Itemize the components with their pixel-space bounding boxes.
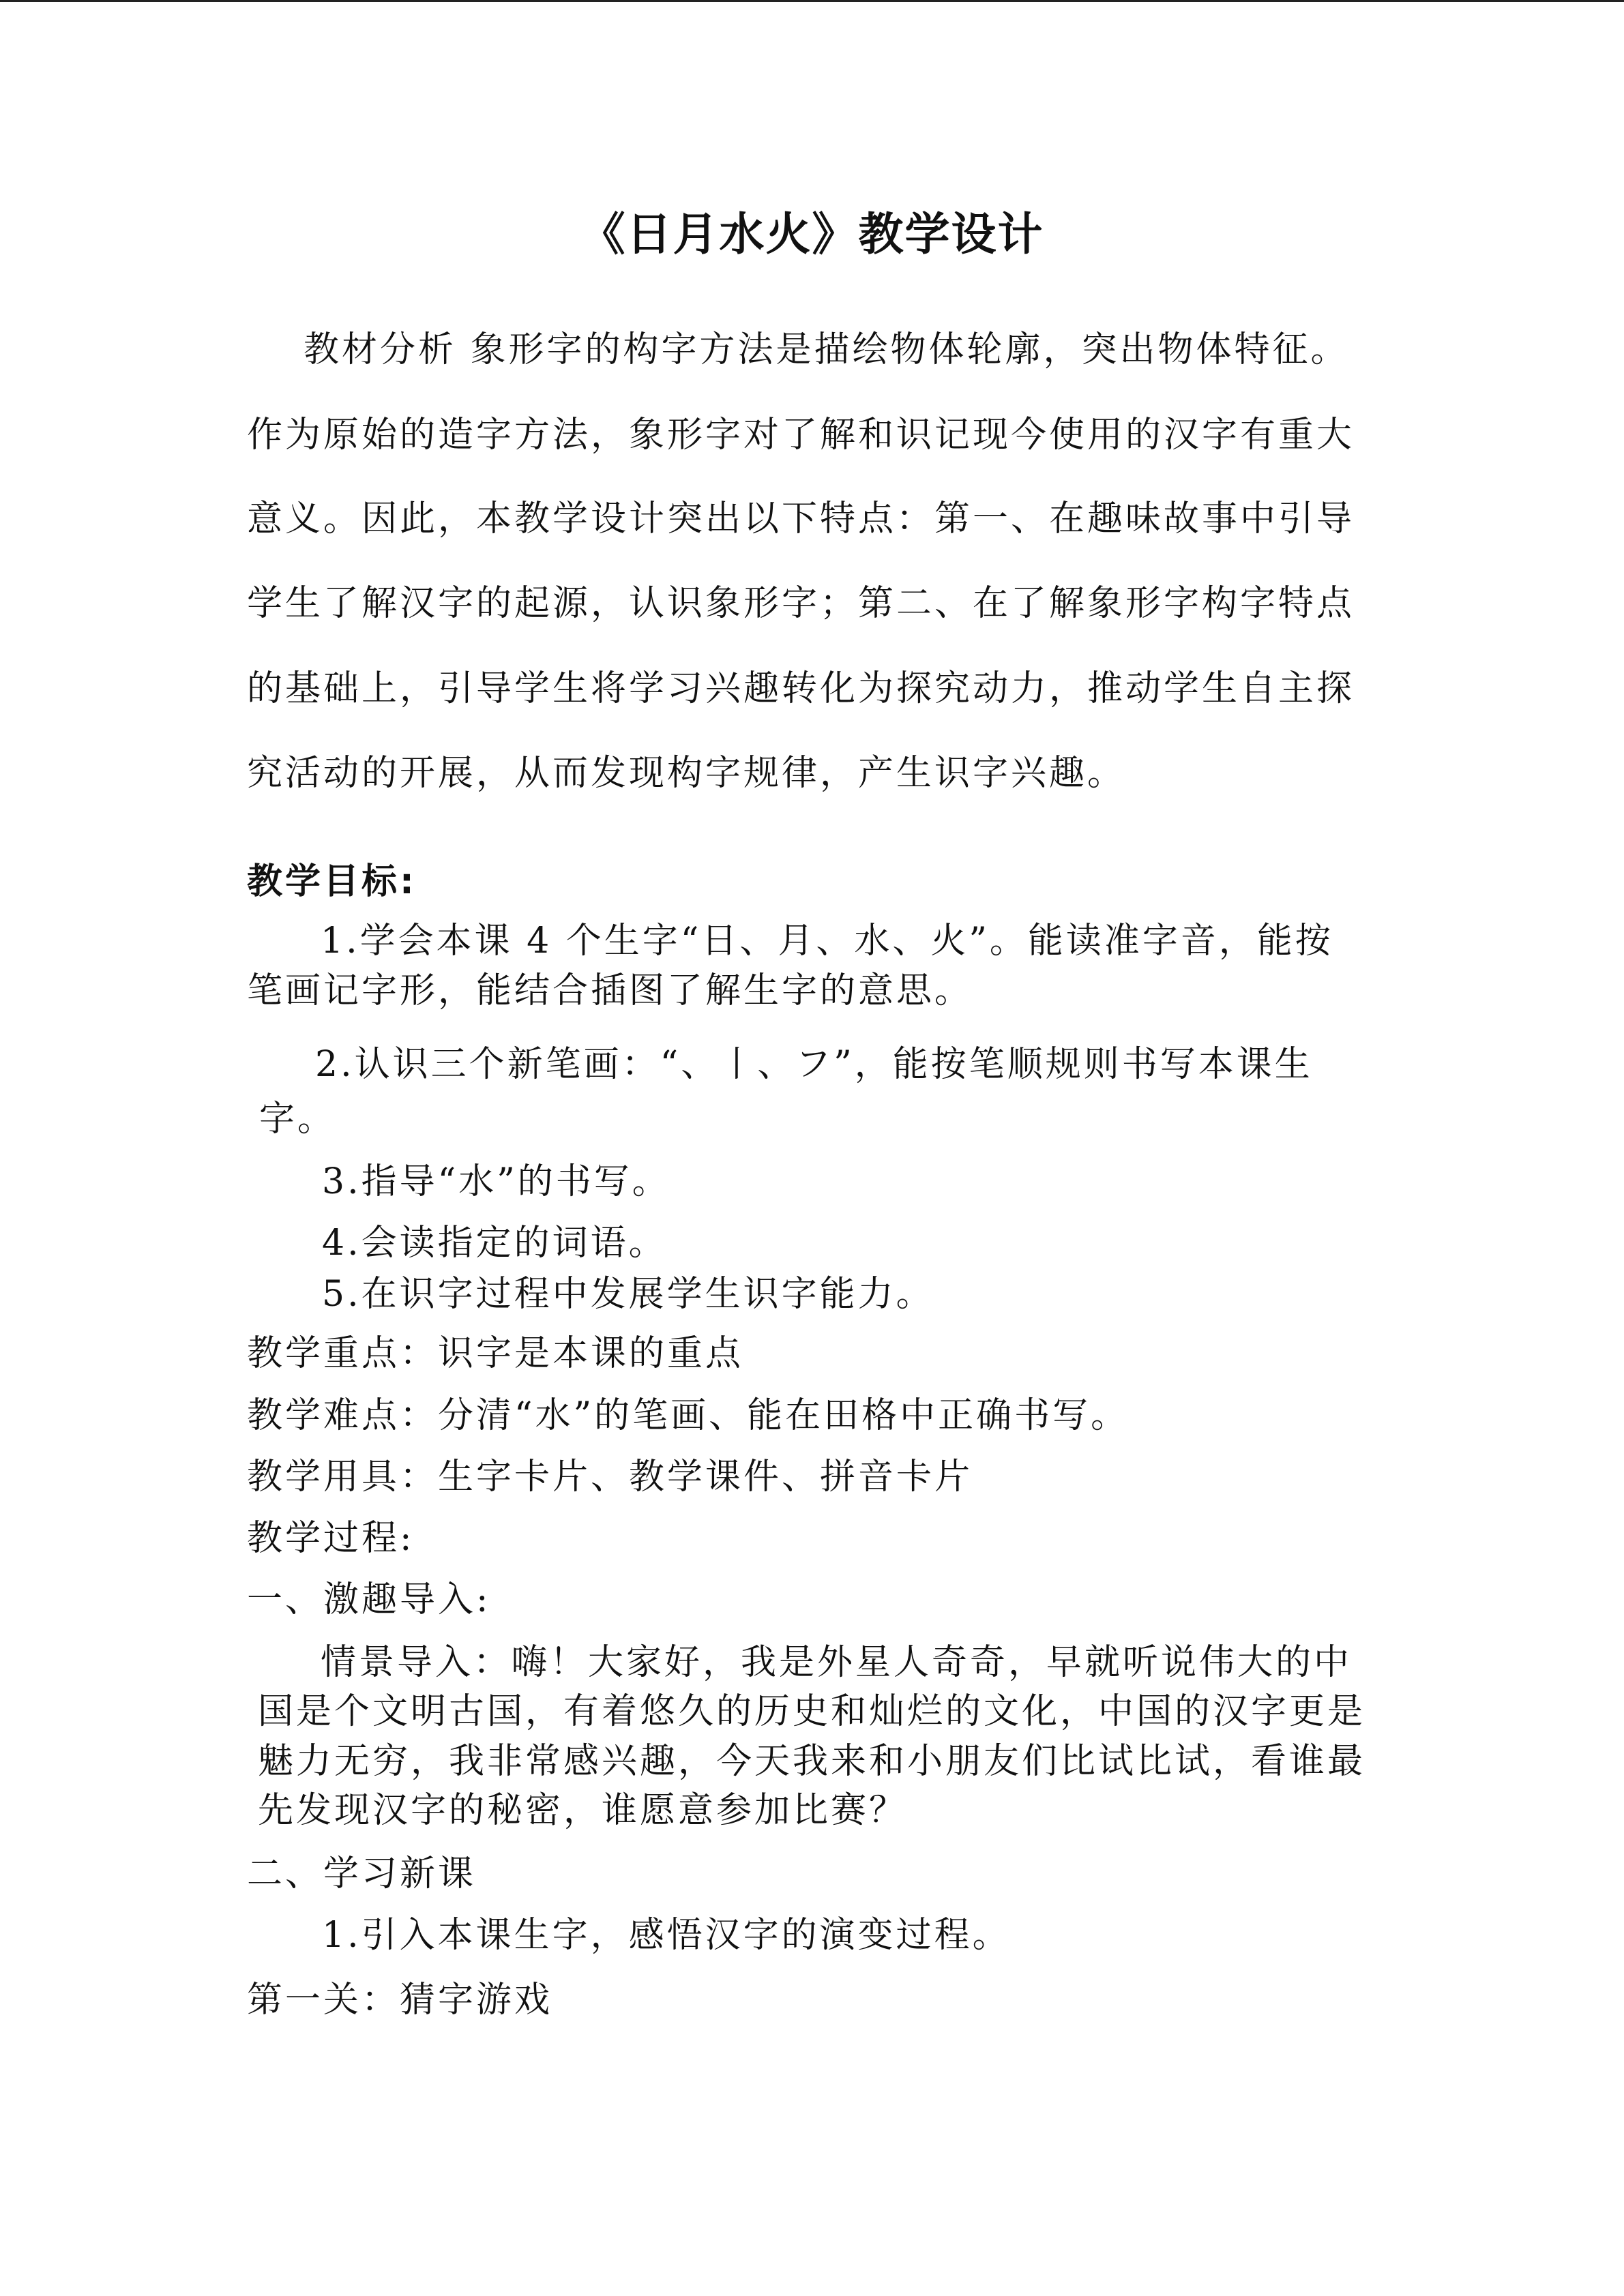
process-heading: 教学过程: [247, 1518, 415, 1559]
new-lesson-item: 1.引入本课生字，感悟汉字的演变过程。 [322, 1915, 1011, 1956]
objective-line: 5.在识字过程中发展学生识字能力。 [322, 1274, 934, 1315]
page-top-border [0, 0, 1624, 2]
intro-line: 先发现汉字的秘密，谁愿意参加比赛？ [258, 1790, 908, 1831]
section-one-heading: 一、激趣导入: [247, 1579, 491, 1620]
objectives-heading: 教学目标: [247, 861, 417, 902]
page-title: 《日月水火》教学设计 [580, 208, 1044, 260]
intro-line: 国是个文明古国，有着悠久的历史和灿烂的文化，中国的汉字更是 [258, 1691, 1366, 1732]
key-point: 教学重点：识字是本课的重点 [247, 1333, 744, 1374]
objective-line: 4.会读指定的词语。 [322, 1223, 667, 1264]
objective-line: 3.指导“水”的书写。 [322, 1161, 670, 1202]
teaching-tools: 教学用具：生字卡片、教学课件、拼音卡片 [247, 1457, 973, 1497]
analysis-line: 作为原始的造字方法，象形字对了解和识记现今使用的汉字有重大 [247, 415, 1355, 456]
analysis-line: 学生了解汉字的起源，认识象形字；第二、在了解象形字构字特点 [247, 583, 1355, 624]
section-two-heading: 二、学习新课 [247, 1853, 477, 1894]
objective-line: 2.认识三个新笔画：“、丨、フ”，能按笔顺规则书写本课生 [315, 1044, 1313, 1085]
analysis-line: 的基础上，引导学生将学习兴趣转化为探究动力，推动学生自主探 [247, 668, 1355, 709]
objective-line: 字。 [259, 1099, 336, 1139]
intro-line: 魅力无穷，我非常感兴趣，今天我来和小朋友们比试比试，看谁最 [258, 1741, 1366, 1782]
intro-line: 情景导入：嗨！大家好，我是外星人奇奇，早就听说伟大的中 [321, 1642, 1353, 1683]
analysis-line: 意义。因此，本教学设计突出以下特点：第一、在趣味故事中引导 [247, 498, 1355, 539]
difficult-point: 教学难点：分清“水”的笔画、能在田格中正确书写。 [247, 1395, 1130, 1436]
objective-line: 1.学会本课 4 个生字“日、月、水、火”。能读准字音，能按 [321, 921, 1333, 961]
objective-line: 笔画记字形，能结合插图了解生字的意思。 [247, 970, 973, 1011]
analysis-line: 教材分析 象形字的构字方法是描绘物体轮廓，突出物体特征。 [304, 329, 1349, 370]
analysis-line: 究活动的开展，从而发现构字规律，产生识字兴趣。 [247, 753, 1126, 794]
level-one-heading: 第一关：猜字游戏 [247, 1980, 553, 2021]
